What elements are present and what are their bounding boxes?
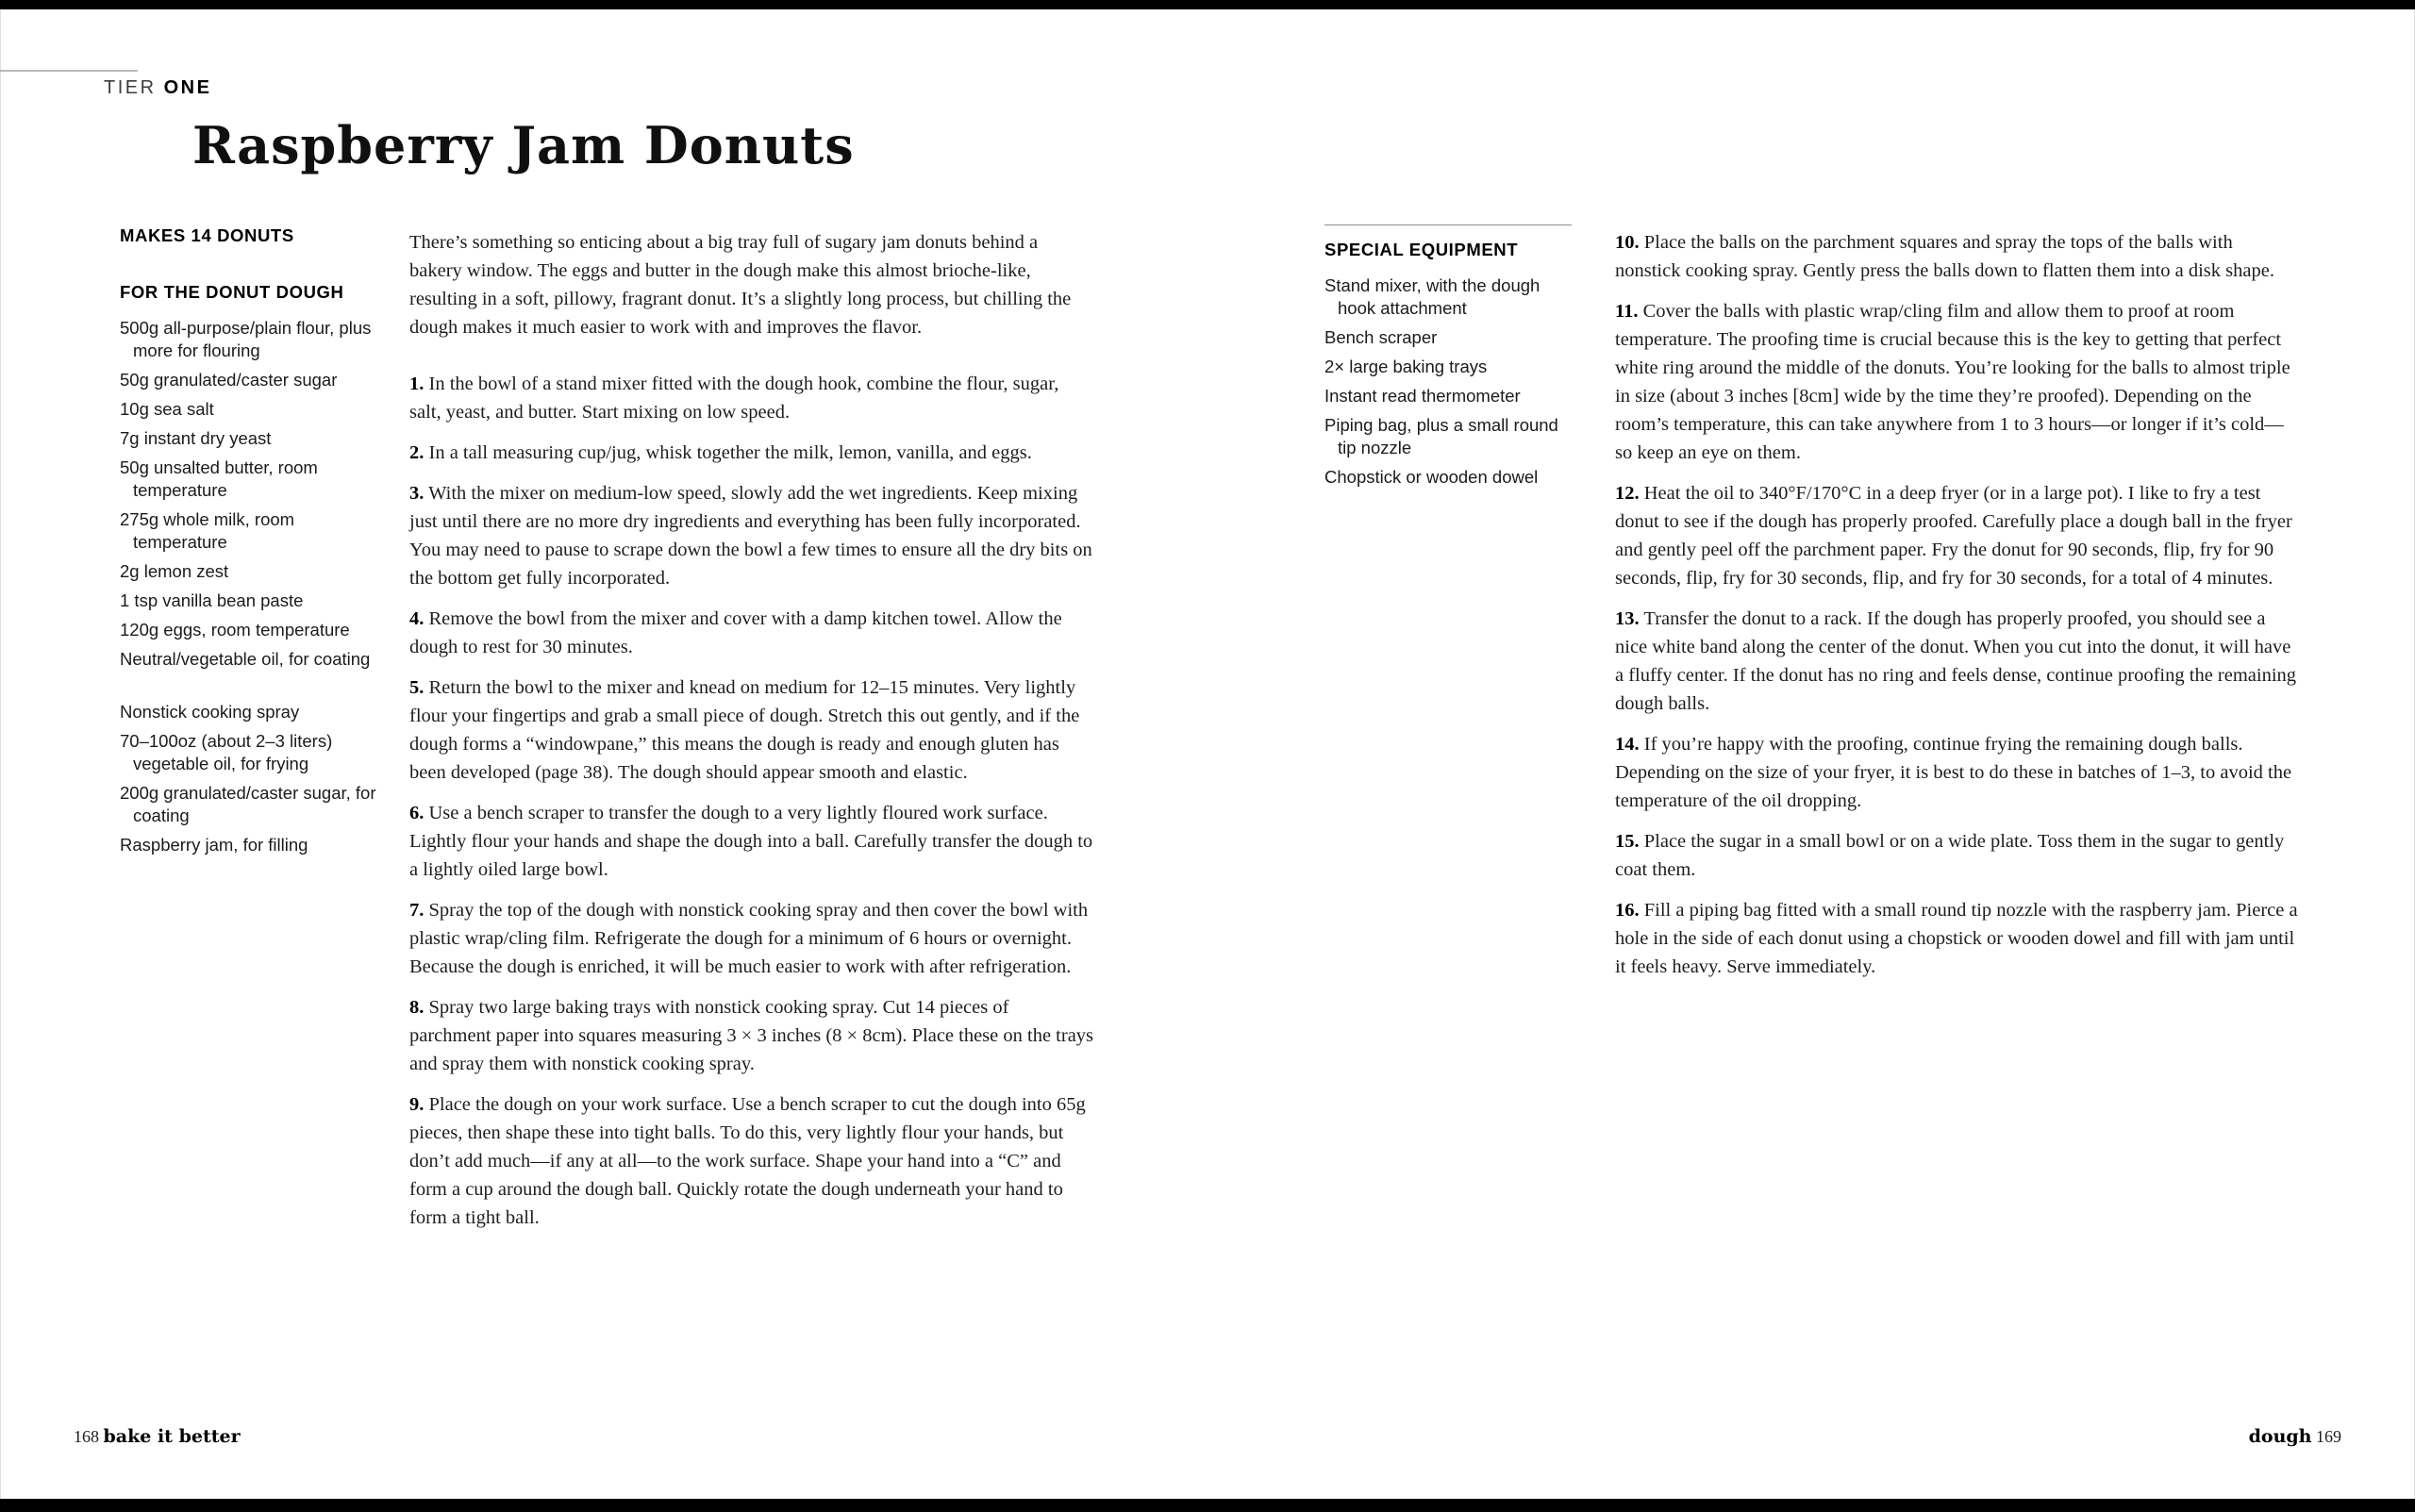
bottom-edge-bar [0,1499,2415,1512]
step-text: With the mixer on medium-low speed, slowly add the wet ingredients. Keep mixing just until there are no more dry ingredients and everything has been fully incorporated. You may need to pause to scrape down the bowl a few times to ensure all the dry bits on the bottom get fully incorporated. [409,483,1092,589]
ingredient-item: 120g eggs, room temperature [120,620,350,640]
ingredient-item: 7g instant dry yeast [120,428,272,448]
equipment-item: 2× large baking trays [1324,357,1488,376]
step-7 [409,896,1094,981]
step-number: 1. [409,374,425,394]
yield-label: MAKES 14 DONUTS [120,225,294,245]
recipe-intro: There’s something so enticing about a big tray full of sugary jam donuts behind a bakery window. The eggs and butter in the dough make this almost brioche-like, resulting in a soft, pillowy, fragrant donut. It’s a slightly long process, but chilling the dough makes it much easier to work with and improves the flavor. [409,232,1072,338]
equipment-list [1324,274,1572,489]
left-page-footer [74,1426,241,1447]
step-number: 3. [409,483,425,504]
ingredient-item: 10g sea salt [120,399,214,419]
step-number: 14. [1615,734,1640,755]
tier-label-light: TIER [104,77,157,98]
ingredient-item: Nonstick cooking spray [120,702,300,722]
step-number: 7. [409,900,425,921]
ingredient-item: 50g granulated/caster sugar [120,370,338,390]
step-15 [1615,827,2300,884]
step-text: In the bowl of a stand mixer fitted with the dough hook, combine the flour, sugar, salt, yeast, and butter. Start mixing on low speed. [409,374,1059,423]
step-text: Cover the balls with plastic wrap/cling film and allow them to proof at room temperature. The proofing time is crucial because this is the key to getting that perfect white ring around the middle of the donuts. You’re looking for the balls to almost triple in size (about 3 inches [8cm] wide by the time they’re proofed). Depending on the room’s temperature, this can take anywhere from 1 to 3 hours—or longer if it’s cold—so keep an eye on them. [1615,301,2290,463]
ingredient-item: Raspberry jam, for filling [120,835,308,855]
ingredient-item: 200g granulated/caster sugar, for coating [120,783,376,825]
step-10 [1615,228,2300,285]
step-number: 13. [1615,608,1640,629]
step-number: 5. [409,677,425,698]
step-8 [409,993,1094,1078]
equipment-item: Stand mixer, with the dough hook attachment [1324,275,1541,318]
step-text: Use a bench scraper to transfer the dough to a very lightly floured work surface. Lightly flour your hands and shape the dough into a ball. Carefully transfer the dough to a lightly oiled large bowl. [409,803,1093,880]
step-3 [409,479,1094,592]
tier-label [104,77,211,99]
top-edge-bar [0,0,2415,9]
step-text: Return the bowl to the mixer and knead on medium for 12–15 minutes. Very lightly flour your fingertips and grab a small piece of dough. Stretch this out gently, and if the dough forms a “windowpane,” this means the dough is ready and enough gluten has been developed (page 38). The dough should appear smooth and elastic. [409,677,1080,783]
step-text: In a tall measuring cup/jug, whisk together the milk, lemon, vanilla, and eggs. [428,442,1032,463]
ingredients-heading: FOR THE DONUT DOUGH [120,282,344,302]
step-text: Place the balls on the parchment squares and spray the tops of the balls with nonstick cooking spray. Gently press the balls down to flatten them into a disk shape. [1615,232,2274,281]
ingredients-list-dough [120,317,380,671]
step-text: Remove the bowl from the mixer and cover with a damp kitchen towel. Allow the dough to rest for 30 minutes. [409,608,1062,657]
step-number: 12. [1615,483,1640,504]
step-text: Place the dough on your work surface. Use a bench scraper to cut the dough into 65g pieces, then shape these into tight balls. To do this, very lightly flour your hands, but don’t add much—if any at all—to the work surface. Shape your hand into a “C” and form a cup around the dough ball. Quickly rotate the dough underneath your hand to form a tight ball. [409,1094,1086,1228]
equipment-heading: SPECIAL EQUIPMENT [1324,240,1519,259]
step-text: Place the sugar in a small bowl or on a wide plate. Toss them in the sugar to gently coat them. [1615,831,2285,880]
step-number: 10. [1615,232,1640,253]
equipment-column [1324,224,1572,495]
left-instructions-column [409,228,1094,1244]
left-page-number: 168 [74,1427,99,1446]
step-text: Spray the top of the dough with nonstick cooking spray and then cover the bowl with plastic wrap/cling film. Refrigerate the dough for a minimum of 6 hours or overnight. Because the dough is enriched, it will be much easier to work with after refrigeration. [409,900,1089,977]
step-1 [409,370,1094,426]
step-number: 11. [1615,301,1639,322]
step-text: Spray two large baking trays with nonstick cooking spray. Cut 14 pieces of parchment paper into squares measuring 3 × 3 inches (8 × 8cm). Place these on the trays and spray them with nonstick cooking spray. [409,997,1094,1074]
step-number: 4. [409,608,425,629]
step-number: 15. [1615,831,1640,852]
step-number: 6. [409,803,425,823]
equipment-item: Instant read thermometer [1324,386,1521,406]
ingredient-item: 275g whole milk, room temperature [120,509,295,552]
step-12 [1615,479,2300,592]
step-text: Transfer the donut to a rack. If the dough has properly proofed, you should see a nice white band along the center of the donut. When you cut into the donut, it will have a fluffy center. If the donut has no ring and feels dense, continue proofing the remaining dough balls. [1615,608,2297,714]
ingredient-item: Neutral/vegetable oil, for coating [120,649,371,669]
step-13 [1615,605,2300,718]
section-label: dough [2248,1426,2312,1447]
step-4 [409,605,1094,661]
right-instructions-column [1615,228,2300,993]
tier-label-bold: ONE [163,77,212,98]
ingredients-list-frying [120,701,380,856]
step-number: 9. [409,1094,425,1115]
step-14 [1615,730,2300,815]
step-number: 16. [1615,900,1640,921]
right-page-footer [2249,1426,2341,1447]
book-title: bake it better [103,1426,241,1447]
equipment-item: Chopstick or wooden dowel [1324,467,1539,487]
equipment-item: Piping bag, plus a small round tip nozzle [1324,415,1558,457]
ingredient-item: 70–100oz (about 2–3 liters) vegetable oil, for frying [120,731,333,773]
step-number: 2. [409,442,425,463]
step-5 [409,673,1094,787]
ingredient-item: 500g all-purpose/plain flour, plus more for flouring [120,318,372,360]
step-text: Heat the oil to 340°F/170°C in a deep fryer (or in a large pot). I like to fry a test donut to see if the dough has properly proofed. Carefully place a dough ball in the fryer and gently peel off the parchment paper. Fry the donut for 90 seconds, flip, fry for 90 seconds, flip, fry for 30 seconds, flip, and fry for 30 seconds, for a total of 4 minutes. [1615,483,2292,589]
step-text: Fill a piping bag fitted with a small round tip nozzle with the raspberry jam. Pierce a hole in the side of each donut using a chopstick or wooden dowel and fill with jam until it feels heavy. Serve immediately. [1615,900,2298,977]
ingredient-item: 2g lemon zest [120,561,229,581]
step-number: 8. [409,997,425,1018]
step-9 [409,1090,1094,1232]
right-page-number: 169 [2316,1427,2341,1446]
recipe-title: Raspberry Jam Donuts [192,115,855,175]
step-16 [1615,896,2300,981]
ingredients-column [120,224,380,863]
step-2 [409,439,1094,467]
equipment-rule [1324,224,1572,225]
tier-rule [0,70,138,72]
equipment-item: Bench scraper [1324,327,1438,347]
step-11 [1615,297,2300,467]
step-text: If you’re happy with the proofing, continue frying the remaining dough balls. Depending on the size of your fryer, it is best to do these in batches of 1–3, to avoid the temperature of the oil dropping. [1615,734,2292,811]
ingredient-item: 50g unsalted butter, room temperature [120,457,318,500]
step-6 [409,799,1094,884]
ingredient-item: 1 tsp vanilla bean paste [120,590,304,610]
